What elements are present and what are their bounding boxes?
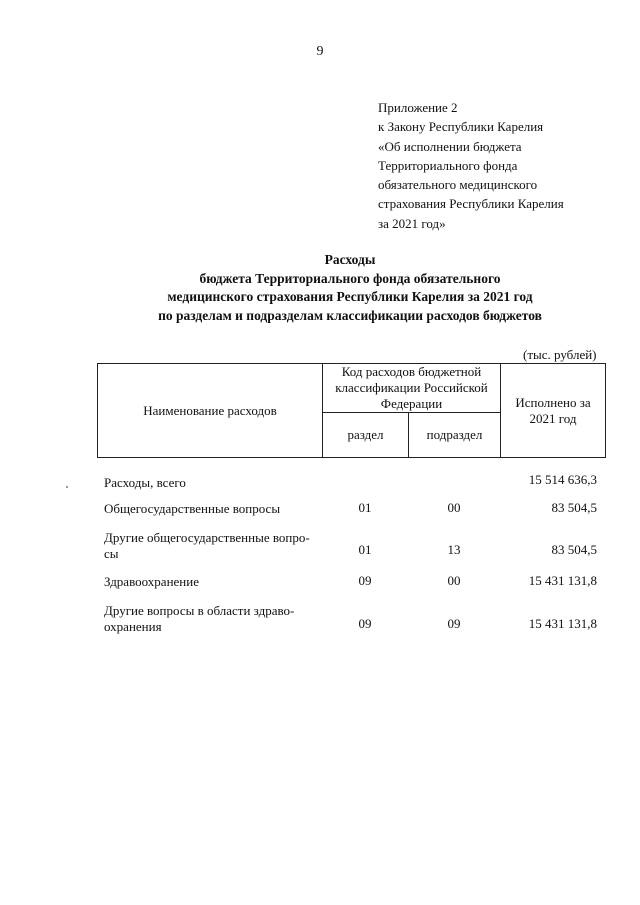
row-value: 15 431 131,8	[528, 616, 597, 631]
title-line: медицинского страхования Республики Карелия за 2021 год	[167, 289, 533, 304]
document-title	[60, 251, 640, 325]
appendix-note	[378, 98, 564, 233]
header-name: Наименование расходов	[98, 364, 323, 458]
appendix-line: за 2021 год»	[378, 215, 446, 231]
row-value: 83 504,5	[551, 500, 597, 515]
header-code-group: Код расходов бюджетной классификации Российской Федерации	[323, 364, 501, 413]
header-subsection: подраздел	[409, 413, 501, 458]
title-line: Расходы	[324, 252, 376, 267]
appendix-line: к Закону Республики Карелия	[378, 119, 544, 135]
scan-speck	[66, 486, 68, 488]
row-value: 83 504,5	[551, 542, 597, 557]
appendix-line: страхования Республики Карелия	[378, 196, 564, 212]
row-name: Здравоохранение	[104, 574, 199, 589]
row-subsection: 00	[447, 573, 461, 588]
units-label: (тыс. рублей)	[523, 347, 597, 362]
title-line: бюджета Территориального фонда обязательного	[199, 270, 501, 286]
appendix-line: обязательного медицинского	[378, 177, 538, 193]
row-subsection: 13	[447, 542, 461, 557]
row-section: 01	[358, 542, 372, 557]
appendix-line: Территориального фонда	[378, 157, 518, 173]
row-name-line: охранения	[104, 618, 162, 634]
row-name: Общегосударственные вопросы	[104, 501, 281, 516]
row-name	[104, 530, 314, 561]
row-section: 09	[358, 616, 372, 631]
row-name-line: Другие вопросы в области здраво-	[104, 603, 295, 618]
row-name-line: сы	[104, 545, 119, 561]
row-name: Расходы, всего	[104, 475, 186, 490]
row-section: 01	[358, 500, 372, 515]
header-executed: Исполнено за 2021 год	[501, 364, 606, 458]
row-subsection: 09	[447, 616, 461, 631]
row-value: 15 514 636,3	[528, 472, 597, 487]
appendix-line: Приложение 2	[378, 100, 458, 115]
page-number: 9	[316, 44, 324, 59]
row-value: 15 431 131,8	[528, 573, 597, 588]
title-line: по разделам и подразделам классификации расходов бюджетов	[158, 307, 542, 323]
header-section: раздел	[323, 413, 409, 458]
row-name	[104, 603, 314, 634]
appendix-line: «Об исполнении бюджета	[378, 138, 522, 154]
table-header	[97, 363, 606, 458]
row-section: 09	[358, 573, 372, 588]
row-name-line: Другие общегосударственные вопро-	[104, 530, 310, 545]
row-subsection: 00	[447, 500, 461, 515]
